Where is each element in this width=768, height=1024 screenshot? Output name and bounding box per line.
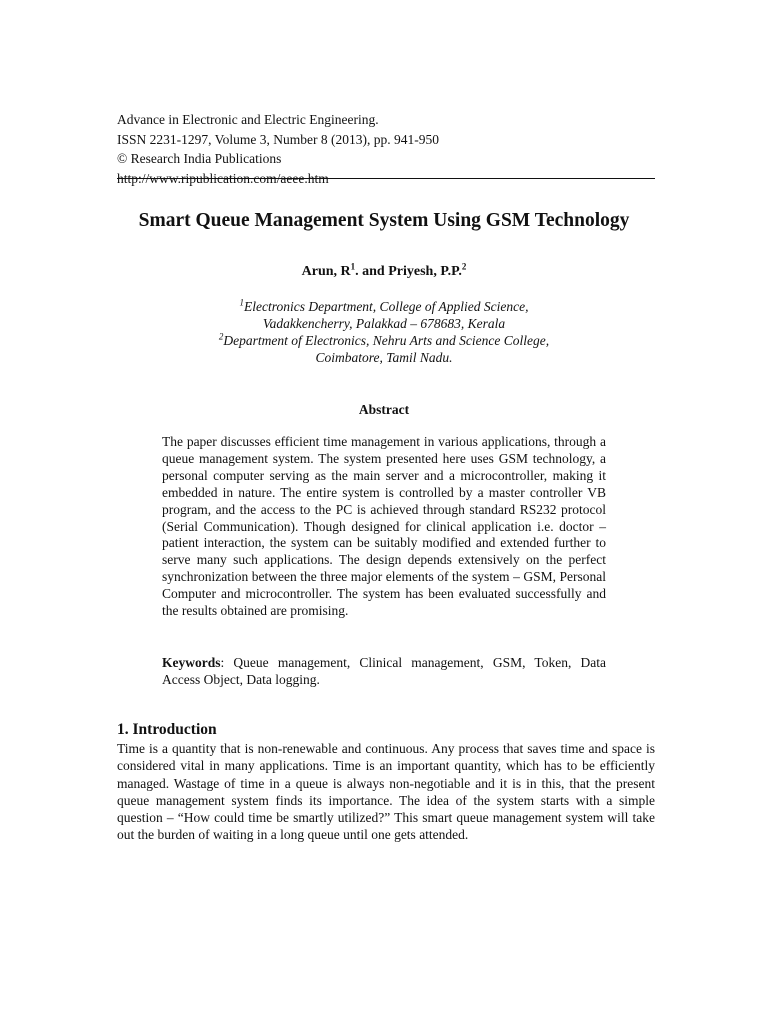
affiliations xyxy=(0,298,768,366)
paper-title: Smart Queue Management System Using GSM Technology xyxy=(138,210,630,231)
introduction-heading: 1. Introduction xyxy=(117,721,217,738)
affiliation-1-line-2: Vadakkencherry, Palakkad – 678683, Kerala xyxy=(262,316,506,331)
author-line xyxy=(0,261,768,280)
affiliation-1-superscript: 1 xyxy=(239,297,244,308)
author-1-superscript: 1 xyxy=(350,261,356,272)
affiliation-2-superscript: 2 xyxy=(218,331,224,342)
author-connector: . and Priyesh, P.P. xyxy=(355,264,462,279)
affiliation-1-line-1 xyxy=(0,298,768,315)
affiliation-2-line-2: Coimbatore, Tamil Nadu. xyxy=(315,350,453,365)
abstract-body: The paper discusses efficient time management in various applications, through a queue management system. The system presented here uses GSM technology, a personal computer serving as the main server and a microcontroller, making it embedded in nature. The entire system is controlled by a master controller VB program, and the access to the PC is achieved through standard RS232 protocol (Serial Communication). Though designed for clinical application i.e. doctor –patient interaction, the system can be suitably modified and extended further to serve many such applications. The design depends extensively on the perfect synchronization between the three major elements of the system – GSM, Personal Computer and microcontroller. The system has been evaluated successfully and the results obtained are promising. xyxy=(162,434,606,619)
journal-url: http://www.ripublication.com/aeee.htm xyxy=(117,170,329,186)
header-divider xyxy=(117,178,655,179)
journal-name: Advance in Electronic and Electric Engineering. xyxy=(117,112,379,127)
keywords-label: Keywords xyxy=(162,655,221,670)
keywords-paragraph xyxy=(162,654,606,688)
keywords-text: : Queue management, Clinical management, GSM, Token, Data Access Object, Data logging. xyxy=(162,655,606,687)
abstract-heading: Abstract xyxy=(358,402,410,417)
introduction-body: Time is a quantity that is non-renewable and continuous. Any process that saves time and space is considered vital in many applications. Time is an important quantity, which has to be efficiently managed. Wastage of time in a queue is always non-negotiable and it is in this, that the present queue management system finds its importance. The idea of the system starts with a simple question – “How could time be smartly utilized?” This smart queue management system will take out the burden of waiting in a long queue until one gets attended. xyxy=(117,741,655,843)
author-1-name: Arun, R xyxy=(301,264,351,279)
author-2-superscript: 2 xyxy=(461,261,467,272)
journal-issn: ISSN 2231-1297, Volume 3, Number 8 (2013), pp. 941-950 xyxy=(117,131,439,147)
journal-header xyxy=(117,110,655,188)
affiliation-2-line-1 xyxy=(0,332,768,349)
affiliation-1-text: Electronics Department, College of Applied Science, xyxy=(243,299,529,314)
affiliation-2-text: Department of Electronics, Nehru Arts and Science College, xyxy=(223,333,550,348)
journal-publisher: © Research India Publications xyxy=(117,151,282,166)
